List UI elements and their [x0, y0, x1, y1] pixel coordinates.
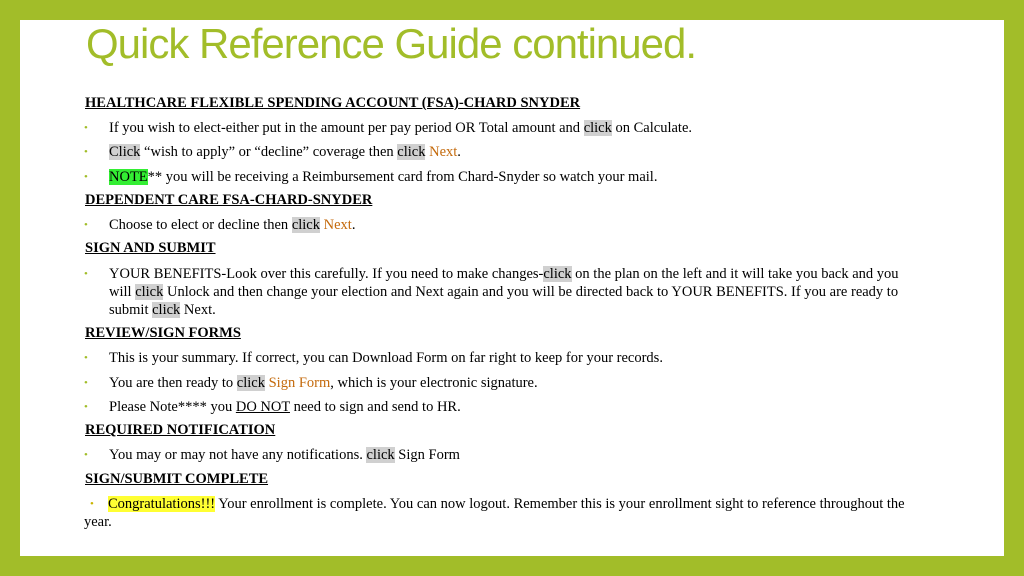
- heading-sign-submit-complete: SIGN/SUBMIT COMPLETE: [85, 471, 269, 487]
- bullet-icon: •: [84, 449, 88, 461]
- bullet-icon: •: [84, 171, 88, 183]
- bullet-icon: •: [84, 352, 88, 364]
- bullet-icon: •: [84, 268, 88, 280]
- heading-dependent-care: DEPENDENT CARE FSA-CHARD-SNYDER: [85, 192, 373, 208]
- list-item: • Click “wish to apply” or “decline” coverage then click Next.: [84, 144, 461, 160]
- heading-review-sign-forms: REVIEW/SIGN FORMS: [85, 325, 241, 341]
- sign-form-link: Sign Form: [268, 375, 331, 391]
- click-highlight: click: [236, 375, 265, 391]
- list-item: • Congratulations!!! Your enrollment is complete. You can now logout. Remember this is your enrollment sight to reference throughout the year.: [84, 496, 905, 530]
- click-highlight: Click: [109, 144, 141, 160]
- heading-sign-and-submit: SIGN AND SUBMIT: [85, 240, 216, 256]
- next-link: Next: [323, 217, 352, 233]
- click-highlight: click: [152, 302, 181, 318]
- bullet-icon: •: [84, 122, 88, 134]
- page-title: Quick Reference Guide continued.: [86, 20, 697, 67]
- list-item: • You may or may not have any notifications. click Sign Form: [84, 447, 460, 463]
- heading-required-notification: REQUIRED NOTIFICATION: [85, 422, 276, 438]
- list-item: • YOUR BENEFITS-Look over this carefully. If you need to make changes-click on the plan on the left and it will take you back and you will click Unlock and then change your election and Next again and you will be directed back to YOUR BENEFITS. If you are ready to submit click Next.: [84, 266, 899, 318]
- click-highlight: click: [366, 447, 395, 463]
- bullet-icon: •: [84, 219, 88, 231]
- bullet-icon: •: [90, 498, 94, 510]
- list-item: • You are then ready to click Sign Form, which is your electronic signature.: [84, 375, 538, 391]
- click-highlight: click: [135, 284, 164, 300]
- list-item: • This is your summary. If correct, you can Download Form on far right to keep for your records.: [84, 350, 663, 366]
- click-highlight: click: [543, 266, 572, 282]
- list-item: • Please Note**** you DO NOT need to sign and send to HR.: [84, 399, 461, 415]
- click-highlight: click: [397, 144, 426, 160]
- click-highlight: click: [291, 217, 320, 233]
- bullet-icon: •: [84, 146, 88, 158]
- next-link: Next: [429, 144, 458, 160]
- congrats-highlight: Congratulations!!!: [108, 496, 216, 512]
- bullet-icon: •: [84, 377, 88, 389]
- note-highlight: NOTE: [109, 169, 148, 185]
- list-item: • NOTE** you will be receiving a Reimbursement card from Chard-Snyder so watch your mail.: [84, 169, 658, 185]
- do-not-emphasis: DO NOT: [235, 399, 290, 415]
- heading-healthcare-fsa: HEALTHCARE FLEXIBLE SPENDING ACCOUNT (FSA)-CHARD SNYDER: [85, 95, 581, 111]
- bullet-icon: •: [84, 401, 88, 413]
- list-item: • If you wish to elect-either put in the amount per pay period OR Total amount and click on Calculate.: [84, 120, 693, 136]
- click-highlight: click: [583, 120, 612, 136]
- list-item: • Choose to elect or decline then click Next.: [84, 217, 356, 233]
